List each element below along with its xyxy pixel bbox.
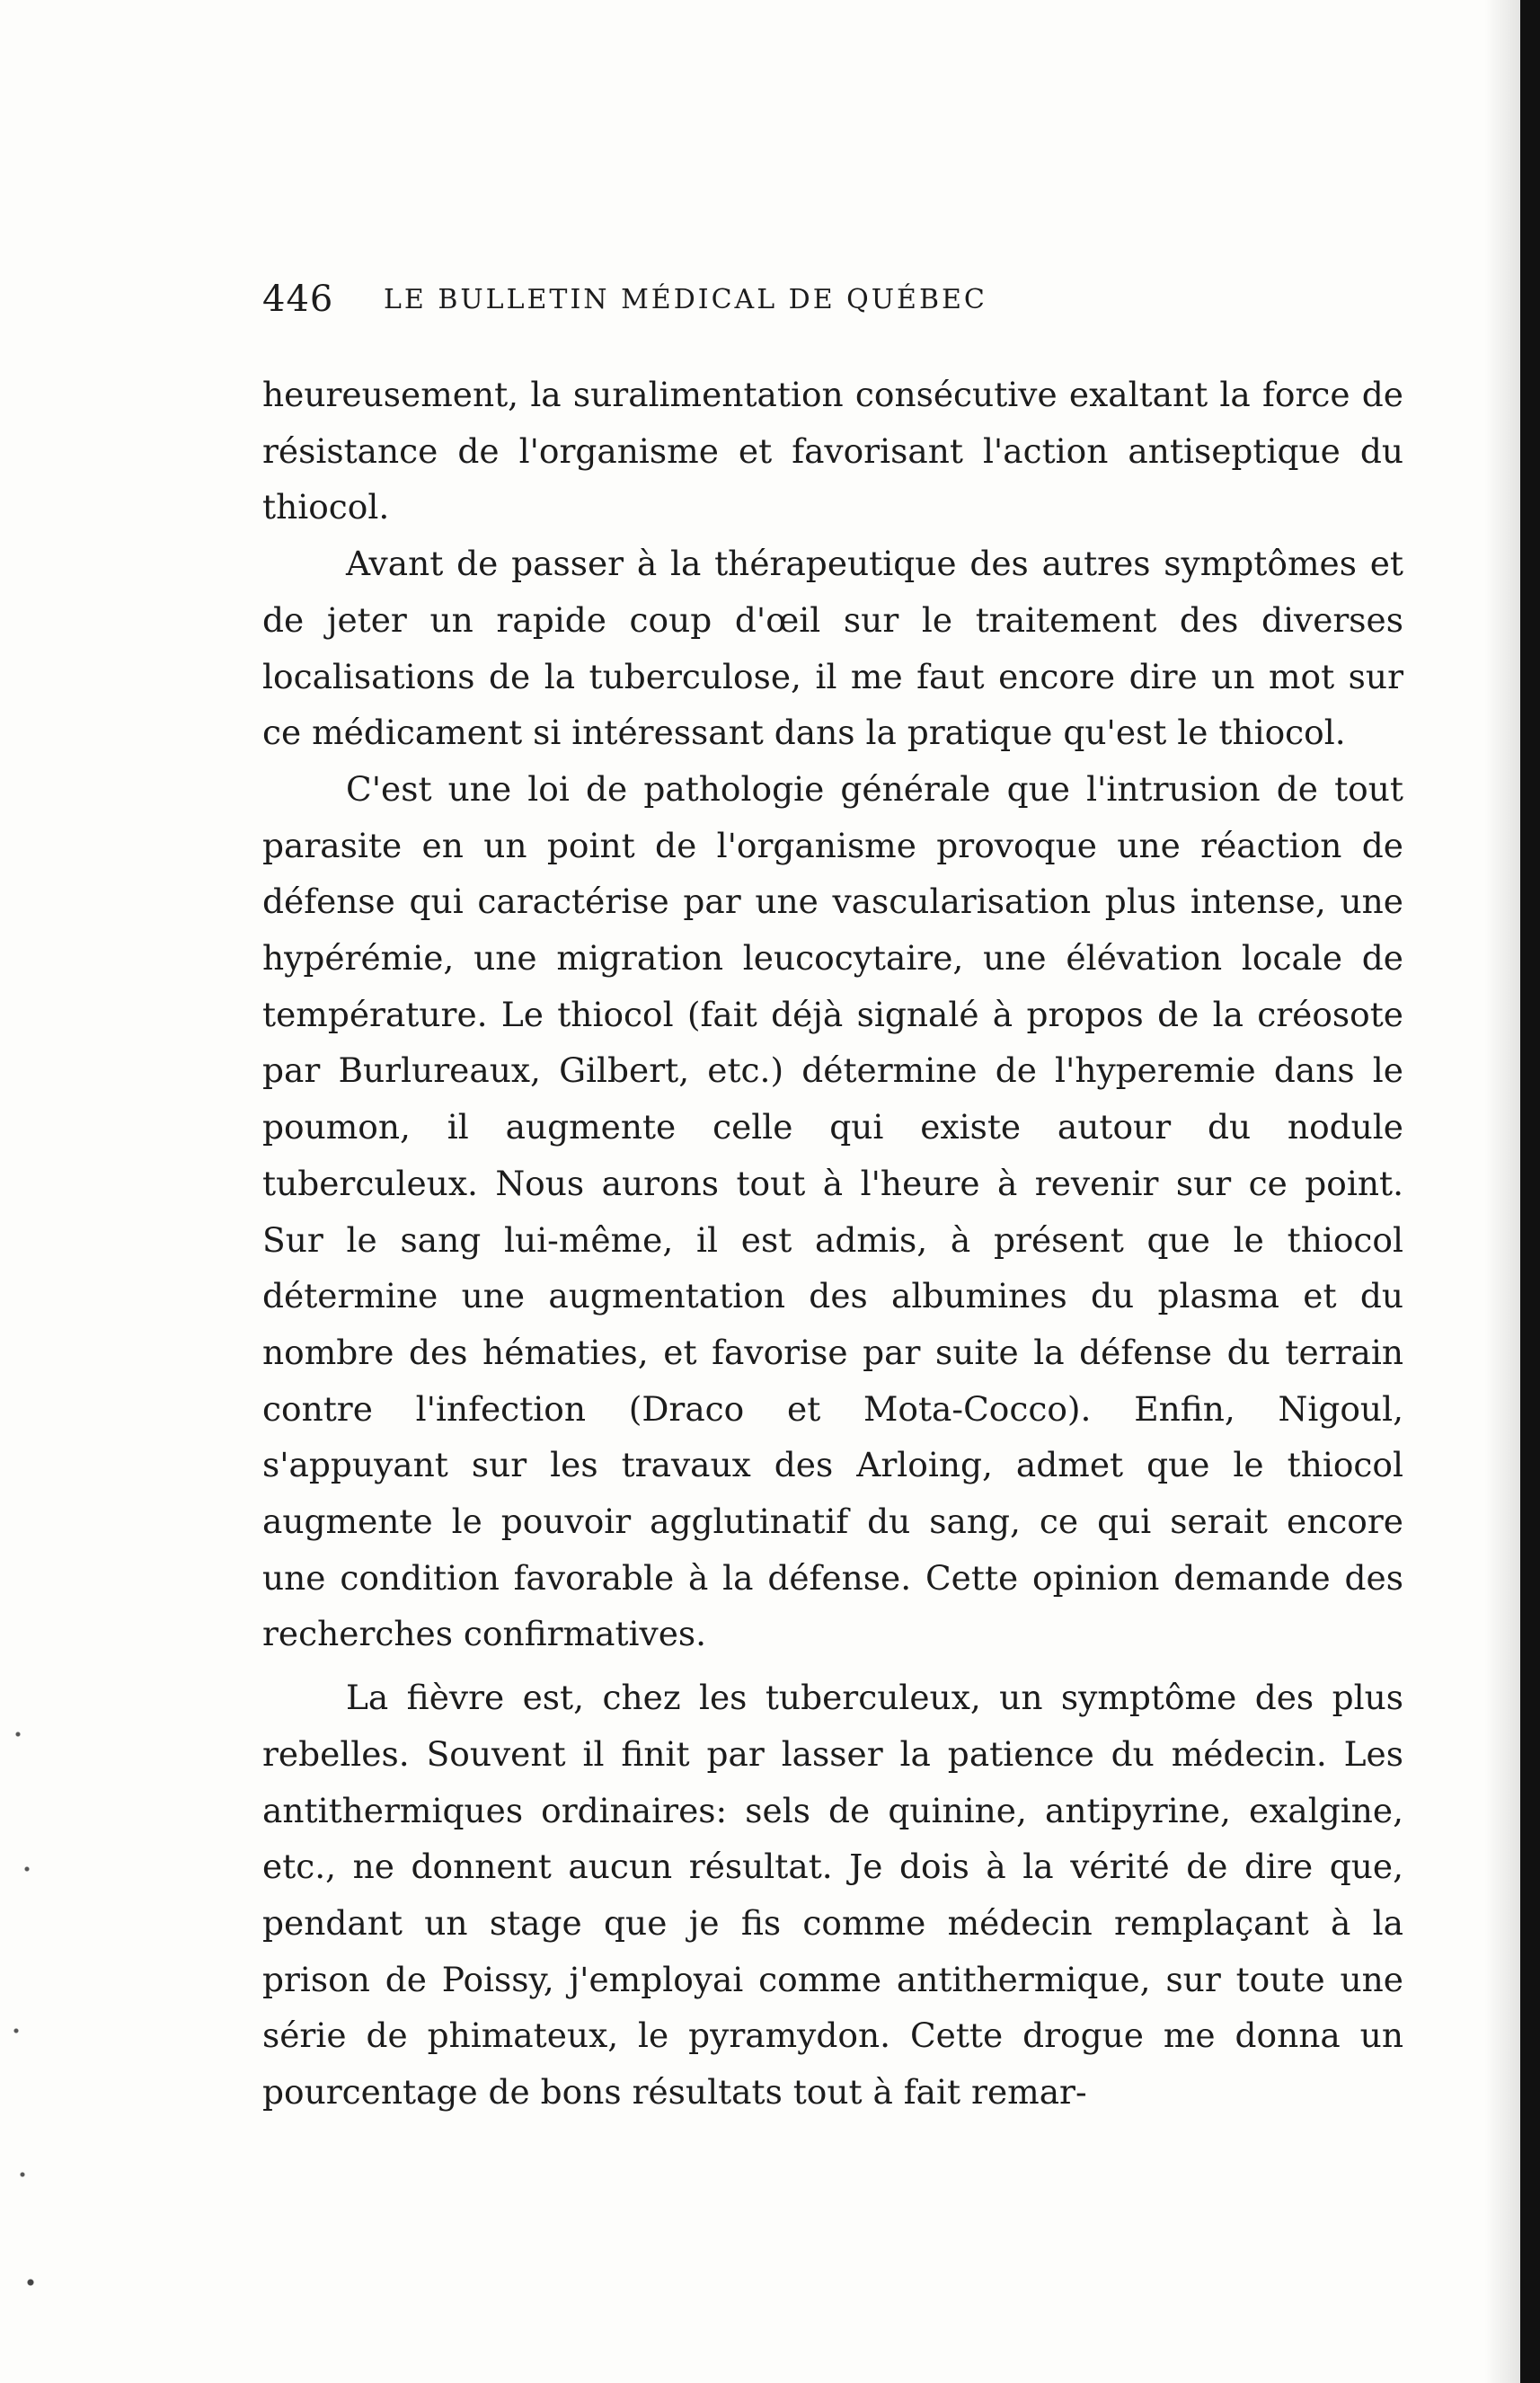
paragraph-continuation: heureusement, la suralimentation consécutive exaltant la force de résistance de l'organisme et favorisant l'action antiseptique du thiocol. [262,375,1403,527]
running-title: LE BULLETIN MÉDICAL DE QUÉBEC [384,284,987,315]
page-number: 446 [262,279,334,320]
paragraph-fever: La fièvre est, chez les tuberculeux, un symptôme des plus rebelles. Souvent il finit par lasser la patience du médecin. Les antithermiques ordinaires: sels de quinine, antipyrine, exalgine, etc., ne donnent aucun résultat. Je dois à la vérité de dire que, pendant un stage que je fis comme médecin remplaçant à la prison de Poissy, j'employai comme antithermique, sur toute une série de phimateux, le pyramydon. Cette drogue me donna un pourcentage de bons résultats tout à fait remar- [262,1678,1403,2113]
running-header [262,279,1403,332]
paragraph-thiocol-intro: Avant de passer à la thérapeutique des autres symptômes et de jeter un rapide coup d'œil sur le traitement des diverses localisations de la tuberculose, il me faut encore dire un mot sur ce médicament si intéressant dans la pratique qu'est le thiocol. [262,544,1403,753]
binding-edge [1520,0,1540,2383]
binding-shadow [1484,0,1520,2383]
margin-specks [0,0,72,2383]
paragraph-pathology: C'est une loi de pathologie générale que l'intrusion de tout parasite en un point de l'organisme provoque une réaction de défense qui caractérise par une vascularisation plus intense, une hypérémie, une migration leucocytaire, une élévation locale de température. Le thiocol (fait déjà signalé à propos de la créosote par Burlureaux, Gilbert, etc.) détermine de l'hyperemie dans le poumon, il augmente celle qui existe autour du nodule tuberculeux. Nous aurons tout à l'heure à revenir sur ce point. Sur le sang lui-même, il est admis, à présent que le thiocol détermine une augmentation des albumines du plasma et du nombre des hématies, et favorise par suite la défense du terrain contre l'infection (Draco et Mota-Cocco). Enfin, Nigoul, s'appuyant sur les travaux des Arloing, admet que le thiocol augmente le pouvoir agglutinatif du sang, ce qui serait encore une condition favorable à la défense. Cette opinion demande des recherches confirmatives. [262,768,1403,1654]
body-text [262,367,1403,2121]
